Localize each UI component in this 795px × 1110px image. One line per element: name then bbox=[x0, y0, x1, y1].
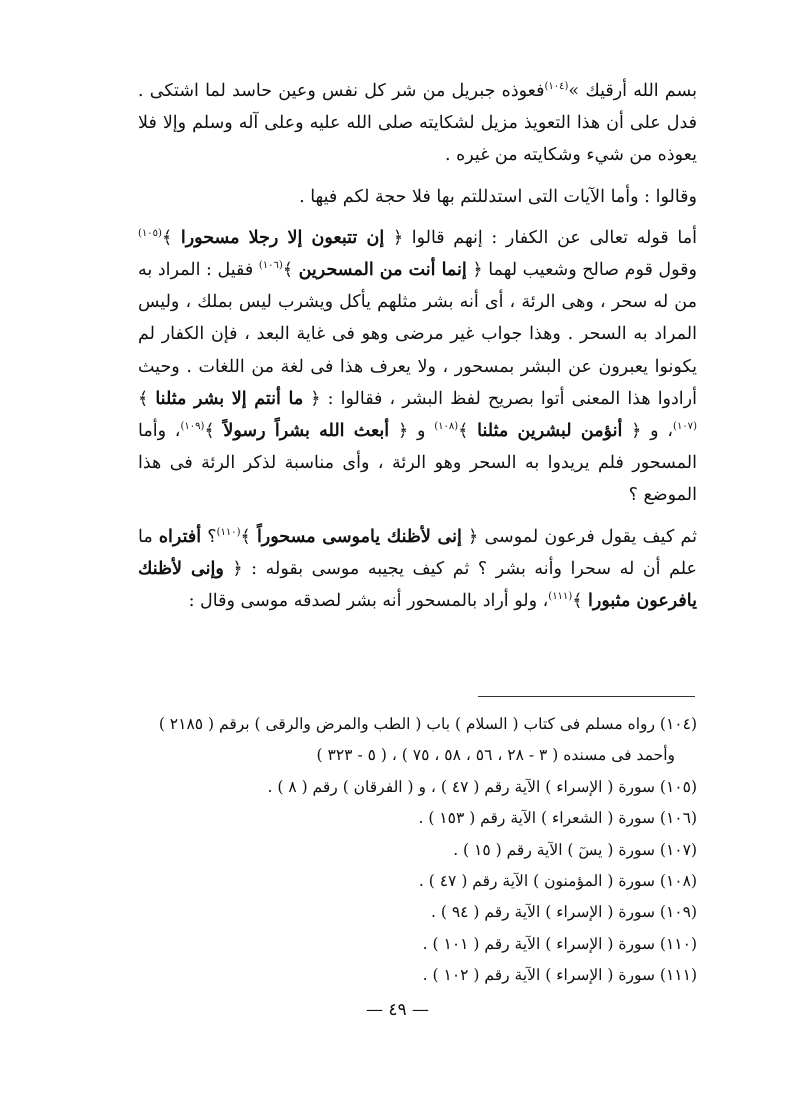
footnote: (١٠٤) رواه مسلم فى كتاب ( السلام ) باب ( الطب والمرض والرقى ) برقم ( ٢١٨٥ ) bbox=[158, 715, 697, 733]
footnotes bbox=[138, 709, 697, 992]
footnote: (١٠٥) سورة ( الإسراء ) الآية رقم ( ٤٧ ) ، و ( الفرقان ) رقم ( ٨ ) . bbox=[267, 777, 697, 796]
main-text bbox=[138, 75, 697, 617]
paragraph: بسم الله أرقيك »$^{(١٠٤)}$فعوذه جبريل من شر كل نفس وعين حاسد لما اشتكى . فدل على أن هذا التعويذ مزيل لشكايته صلى الله عليه وعلى آله وسلم وإلا فلا يعوذه من شيء وشكايته من غيره . bbox=[138, 81, 697, 166]
footnote: (١٠٨) سورة ( المؤمنون ) الآية رقم ( ٤٧ ) . bbox=[418, 872, 697, 891]
footnote-continuation: وأحمد فى مسنده ( ٣ - ٢٨ ، ٥٦ ، ٥٨ ، ٧٥ ) ، ( ٥ - ٣٢٣ ) bbox=[316, 746, 675, 765]
paragraph: وقالوا : وأما الآيات التى استدللتم بها فلا حجة لكم فيها . bbox=[299, 186, 697, 207]
footnote: (١١١) سورة ( الإسراء ) الآية رقم ( ١٠٢ ) . bbox=[422, 966, 697, 985]
footnote: (١٠٩) سورة ( الإسراء ) الآية رقم ( ٩٤ ) . bbox=[431, 903, 697, 922]
paragraph: ثم كيف يقول فرعون لموسى ﴿ إنى لأظنك ياموسى مسحوراً ﴾$^{(١١٠)}$؟ أفتراه ما علم أن له سحرا وأنه بشر ؟ ثم كيف يجيبه موسى بقوله : ﴿ وإنى لأظنك يافرعون مثبورا ﴾$^{(١١١)}$، ولو أراد بالمسحور أنه بشر لصدقه موسى وقال : bbox=[138, 526, 697, 612]
footnote: (١٠٦) سورة ( الشعراء ) الآية رقم ( ١٥٣ ) . bbox=[418, 809, 697, 828]
footnote: (١١٠) سورة ( الإسراء ) الآية رقم ( ١٠١ ) . bbox=[422, 934, 697, 953]
page-number: — ٤٩ — bbox=[365, 1000, 430, 1020]
footnote-separator bbox=[478, 696, 695, 697]
footnote: (١٠٧) سورة ( يسٓ ) الآية رقم ( ١٥ ) . bbox=[453, 840, 697, 859]
paragraph: أما قوله تعالى عن الكفار : إنهم قالوا ﴿ إن تتبعون إلا رجلا مسحورا ﴾$^{(١٠٥)}$ وقول قوم صالح وشعيب لهما ﴿ إنما أنت من المسحرين ﴾$^{(١٠٦)}$ فقيل : المراد به من له سحر ، وهى الرئة ، أى أنه بشر مثلهم يأكل ويشرب ليس بملك ، وليس المراد به السحر . وهذا جواب غير مرضى وهو فى غاية البعد ، فإن الكفار لم يكونوا يعبرون عن البشر بمسحور ، ولا يعرف هذا فى لغة من اللغات . وحيث أرادوا هذا المعنى أتوا بصريح لفظ البشر ، فقالوا : ﴿ ما أنتم إلا بشر مثلنا ﴾$^{(١٠٧)}$، و ﴿ أنؤمن لبشرين مثلنا ﴾$^{(١٠٨)}$ و ﴿ أبعث الله بشراً رسولاً ﴾$^{(١٠٩)}$، وأما المسحور فلم يريدوا به السحر وهو الرئة ، وأى مناسبة لذكر الرئة فى هذا الموضع ؟ bbox=[138, 227, 698, 506]
